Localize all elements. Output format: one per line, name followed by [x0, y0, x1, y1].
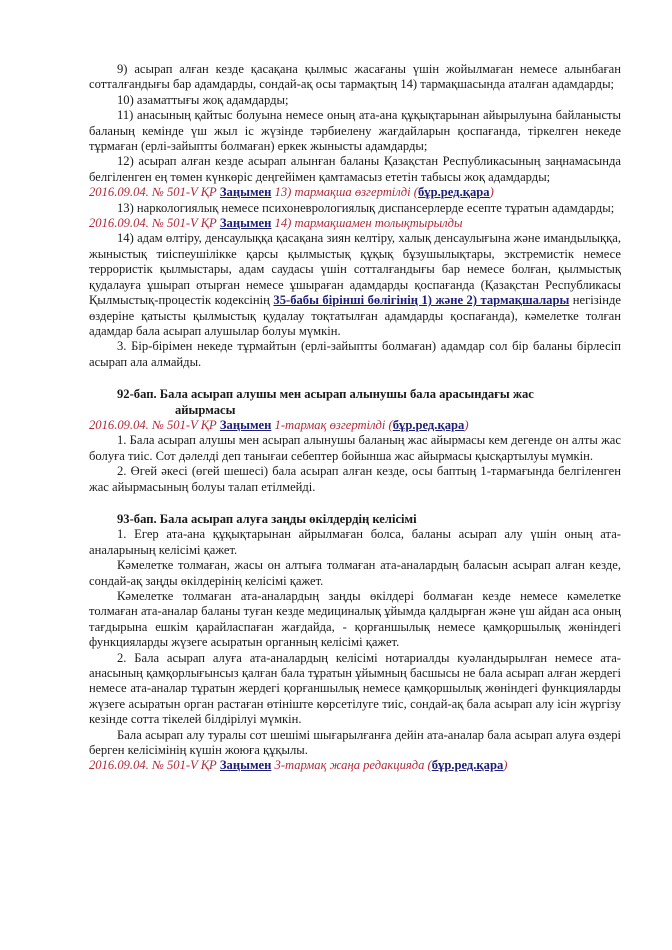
paragraph-9: 9) асырап алған кезде қасақана қылмыс жасағаны үшін жойылмаған немесе алынбаған сотталғандығы бар адамдарды, сондай-ақ осы тармақтың 14) тармақшасында аталған адамдарды; — [89, 62, 621, 92]
article-93-paragraph-1b: Кәмелетке толмаған, жасы он алтыға толмаған ата-аналардың баласын асырап алған кезде, сондай-ақ заңды өкілдерінің келісімі қажет. — [89, 558, 621, 588]
paragraph-14-text-a: 14) адам өлтіру, денсаулыққа қасақана зиян келтіру, халық денсаулығына және имандылыққа, жыныстық тиіспеушілікке қарсы қылмыстық құқық бұзушылықтары, экстремистік немесе террористік қылмыстары, адам саудасы үшін сотталғандығы бар немесе болған, қылмыстық қудалауға ұшырап отырған немесе ұшыраған адамдарды қоспағанда (Қазақстан Республикасы Қылмыстық-процестік кодексінің — [89, 231, 621, 308]
paragraph-10: 10) азаматтығы жоқ адамдарды; — [117, 92, 289, 107]
paragraph-13: 13) наркологиялық немесе психоневрологиялық диспансерлерде есепте тұратын адамдарды; — [117, 200, 615, 215]
previous-edition-link[interactable]: бұр.ред.қара — [431, 758, 504, 773]
paragraph-14 — [89, 231, 621, 339]
law-link[interactable]: Заңымен — [219, 758, 272, 773]
article-93-paragraph-1: 1. Егер ата-ана құқықтарынан айрылмаған болса, баланы асырап алу үшін оның ата-аналарының келісімі қажет. — [89, 527, 621, 557]
note-prefix: 2016.09.04. № 501-V ҚР — [89, 216, 220, 231]
article-93-paragraph-3: Бала асырап алу туралы сот шешімі шығарылғанға дейін ата-аналар бала асырап алуға өздері берген келісімінің күшін жоюға құқылы. — [89, 727, 621, 758]
note-prefix: 2016.09.04. № 501-V ҚР — [89, 417, 220, 432]
note-text: 14) тармақшамен толықтырылды — [271, 216, 463, 231]
note-close: ) — [489, 185, 494, 200]
note-text: 1-тармақ өзгертілді ( — [271, 417, 393, 432]
previous-edition-link[interactable]: бұр.ред.қара — [418, 185, 490, 200]
note-close: ) — [503, 758, 508, 773]
paragraph-3: 3. Бір-бірімен некеде тұрмайтын (ерлі-зайыпты болмаған) адамдар сол бір баланы бірлесіп асырап ала алмайды. — [89, 339, 621, 369]
law-link[interactable]: Заңымен — [219, 417, 272, 432]
note-prefix: 2016.09.04. № 501-V ҚР — [89, 185, 220, 200]
law-link[interactable]: Заңымен — [219, 216, 272, 231]
article-92-paragraph-1: 1. Бала асырап алушы мен асырап алынушы баланың жас айырмасы кем дегенде он алты жас болуға тиіс. Сот дәлелді деп танығаи себептер бойынша жас айырмасы қысқартылуы мүмкін. — [89, 433, 621, 463]
article-93-paragraph-1c: Кәмелетке толмаған ата-аналардың заңды өкілдері болмаған кезде немесе кәмелетке толмаған ата-аналар баланы туған кезде медициналық ұйымда қалдырған және үш айдан аса оның тағдырына ешкім қарайласпаған жағдайда, - қорғаншылық немесе қамқоршылық жөніндегі функцияларды жүзеге асыратын органның келісімі қажет. — [89, 589, 621, 650]
paragraph-11: 11) анасының қайтыс болуына немесе оның ата-ана құқықтарынан айырылуына байланысты баланың кемінде үш жыл іс жүзінде тәрбиелену жағдайларын қоспағанда, тіркелген некеде тұрмаған (ерлі-зайыпты болмаған) еркек жынысты адамдарды; — [89, 108, 621, 154]
note-text: 13) тармақша өзгертілді ( — [271, 185, 418, 200]
previous-edition-link[interactable]: бұр.ред.қара — [392, 417, 465, 432]
note-text: 3-тармақ жаңа редакцияда ( — [271, 758, 432, 773]
article-92-title-cont: айырмасы — [175, 402, 236, 417]
amendment-note — [89, 185, 621, 200]
article-92-heading — [89, 387, 621, 418]
document-page — [89, 62, 621, 774]
note-close: ) — [464, 417, 469, 432]
paragraph-14-text-b: негізінде өздеріне қатысты қылмыстық қудалау тоқтатылған адамдарды қоспағанда), кәмелетке толған адамдар бала асырап алушылар болуы мүмкін. — [89, 293, 622, 338]
paragraph-12: 12) асырап алған кезде асырап алынған баланы Қазақстан Республикасының заңнамасында белгіленген ең төмен күнкөріс деңгейімен қамтамасыз ететін табысы жоқ адамдарды; — [89, 154, 621, 184]
amendment-note — [89, 758, 621, 773]
criminal-code-article-link[interactable]: 35-бабы бірінші бөлігінің 1) және 2) тармақшалары — [273, 293, 570, 308]
law-link[interactable]: Заңымен — [219, 185, 272, 200]
note-prefix: 2016.09.04. № 501-V ҚР — [89, 758, 220, 773]
article-93-heading: 93-бап. Бала асырап алуға заңды өкілдердің келісімі — [117, 511, 417, 526]
article-93-paragraph-2: 2. Бала асырап алуға ата-аналардың келісімі нотариалды куәландырылған немесе ата-анасының қамқорлығынсыз қалған бала тұратын ұйымның басшысы не бала асырап алған жердегі немесе ата-аналар тұратын жердегі қорғаншылық немесе қамқоршылық жөніндегі функцияларды жүзеге асыратын орган растаған өтініште көрсетілуге тиіс, сондай-ақ бала асырап алу ісін жүргізу кезінде сотта тікелей білдірілуі мүмкін. — [89, 650, 621, 727]
article-92-paragraph-2: 2. Өгей әкесі (өгей шешесі) бала асырап алған кезде, осы баптың 1-тармағында белгіленген жас айырмасының болуы талап етілмейді. — [89, 464, 621, 494]
amendment-note — [89, 216, 621, 231]
article-92-title: 92-бап. Бала асырап алушы мен асырап алынушы бала арасындағы жас — [117, 387, 534, 402]
amendment-note — [89, 418, 621, 433]
